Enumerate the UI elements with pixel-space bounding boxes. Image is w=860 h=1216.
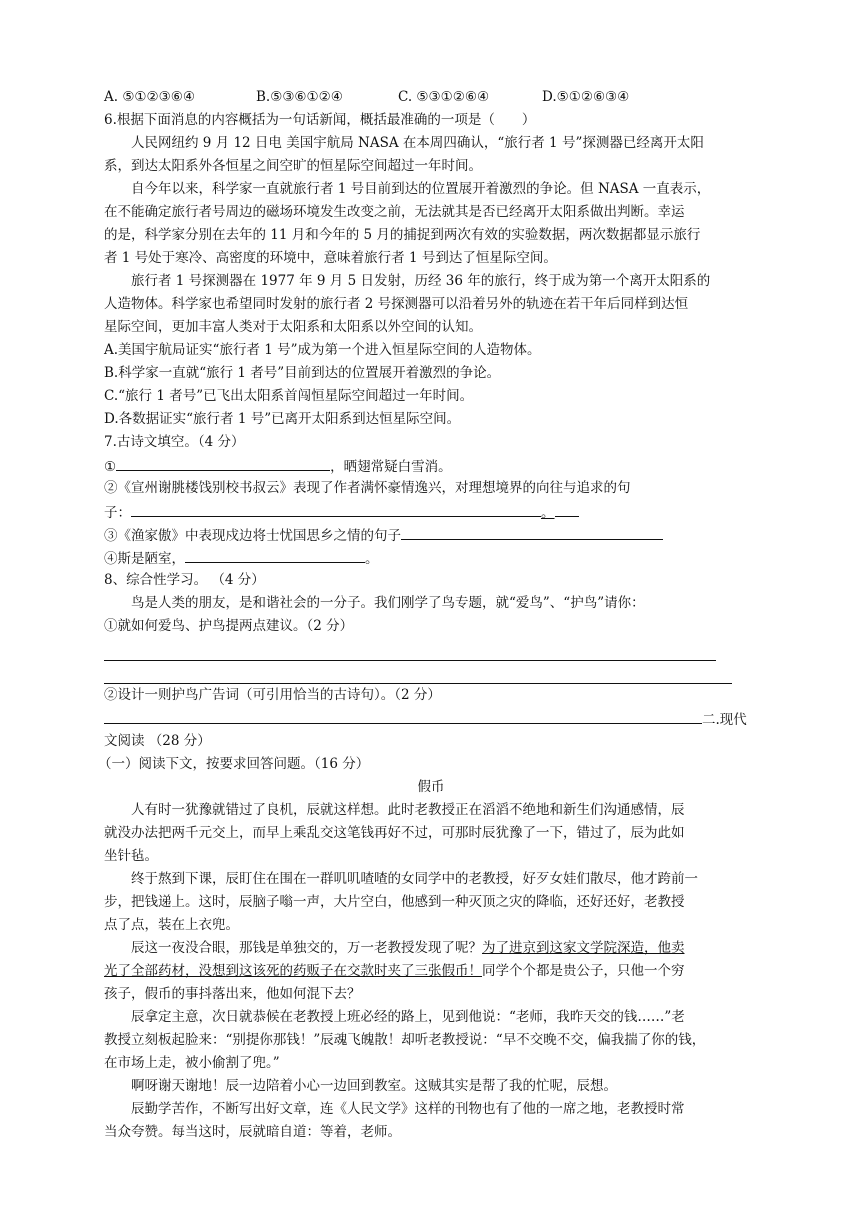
q6-para1-line1: 人民网纽约 9 月 12 日电 美国宇航局 NASA 在本周四确认，“旅行者 1 号”探测器已经离开太阳 — [131, 135, 704, 151]
passage-p3-underlined: 为了进京到这家文学院深造，他卖 — [482, 940, 685, 956]
exam-page — [98, 86, 758, 1144]
q6-para2-line3: 的是，科学家分别在去年的 11 月和今年的 5 月的捕捉到两次有效的实验数据，两次数据都显示旅行 — [104, 227, 701, 243]
q5-option-b: B.⑤③⑥①②④ — [256, 89, 343, 105]
passage-p2-line1: 终于熬到下课，辰盯住在围在一群叽叽喳喳的女同学中的老教授，好歹女娃们散尽，他才跨前一 — [131, 871, 698, 887]
q8-stem: 8、综合性学习。 （4 分） — [104, 572, 265, 588]
passage-p5: 啊呀谢天谢地！辰一边陪着小心一边回到教室。这贼其实是帮了我的忙呢，辰想。 — [131, 1078, 617, 1094]
q8-intro: 鸟是人类的朋友，是和谐社会的一分子。我们刚学了鸟专题，就“爱鸟”、“护鸟”请你： — [131, 595, 645, 611]
passage-p4-line2: 教授立刻板起脸来：“别提你那钱！”辰魂飞魄散！却听老教授说：“早不交晚不交，偏我揣了你的钱， — [104, 1032, 706, 1048]
passage-p4-line3: 在市场上走，被小偷割了兜。” — [104, 1055, 280, 1071]
passage-p3-text-cont: 同学个个都是贵公子，只他一个穷 — [482, 963, 685, 979]
q7-item3-text: ③《渔家傲》中表现戍边将士忧国思乡之情的句子 — [104, 528, 401, 544]
q7-item1-blank[interactable] — [116, 454, 330, 471]
q5-options — [104, 86, 758, 109]
q6-para2-line4: 者 1 号处于寒冷、高密度的环境中，意味着旅行者 1 号到达了恒星际空间。 — [104, 250, 557, 266]
q7-item3-blank[interactable] — [401, 523, 663, 540]
q7-stem: 7.古诗文填空。（4 分） — [104, 434, 245, 450]
q6-para2-line2: 在不能确定旅行者号周边的磁场环境发生改变之前，无法就其是否已经离开太阳系做出判断。幸运 — [104, 204, 685, 220]
passage-p4-line1: 辰拿定主意，次日就恭候在老教授上班必经的路上，见到他说：“老师，我昨天交的钱……”老 — [131, 1009, 685, 1025]
passage-p3-underlined-cont: 光了全部药材，没想到这该死的药贩子在交款时夹了三张假币！ — [104, 963, 482, 979]
q6-option-d: D.各数据证实“旅行者 1 号”已离开太阳系到达恒星际空间。 — [104, 411, 461, 427]
q7-item1-mark: ① — [104, 459, 117, 475]
passage-p6-line2: 当众夸赞。每当这时，辰就暗自道：等着，老师。 — [104, 1124, 401, 1140]
passage-p3-line2 — [104, 960, 758, 983]
q6-para3-line2: 人造物体。科学家也希望同时发射的旅行者 2 号探测器可以沿着另外的轨迹在若干年后同样到达恒 — [104, 296, 689, 312]
q7-item4-prefix: ④斯是陋室， — [104, 551, 185, 567]
q7-item1 — [104, 454, 758, 477]
section-two-heading-cont: 文阅读 （28 分） — [104, 733, 211, 749]
q8-sub1: ①就如何爱鸟、护鸟提两点建议。（2 分） — [104, 618, 354, 634]
passage-title: 假币 — [417, 779, 445, 795]
q8-answer-line-2[interactable] — [104, 661, 732, 684]
q7-item2-blank-end — [555, 500, 579, 517]
passage-p3-line3: 孩子，假币的事抖落出来，他如何混下去？ — [104, 986, 361, 1002]
passage-p6-line1: 辰勤学苦作，不断写出好文章，连《人民文学》这样的刊物也有了他的一席之地，老教授时常 — [131, 1101, 685, 1117]
q6-option-c: C.“旅行 1 者号”已飞出太阳系首闯恒星际空间超过一年时间。 — [104, 388, 474, 404]
q6-para3-line3: 星际空间，更加丰富人类对于太阳系和太阳系以外空间的认知。 — [104, 319, 482, 335]
q7-item2-prefix: 子： — [104, 505, 131, 521]
q6-stem: 6.根据下面消息的内容概括为一句话新闻，概括最准确的一项是（ ） — [104, 112, 536, 128]
section-two-heading: 二.现代 — [702, 712, 747, 728]
q5-option-c: C. ⑤③①②⑥④ — [398, 89, 490, 105]
q8-sub2: ②设计一则护鸟广告词（可引用恰当的古诗句）。（2 分） — [104, 687, 441, 703]
q7-item2-line1: ②《宣州谢朓楼饯别校书叔云》表现了作者满怀豪情逸兴，对理想境界的向往与追求的句 — [104, 480, 631, 496]
passage-p1-line2: 就没办法把两千元交上，而早上乘乱交这笔钱再好不过，可那时辰犹豫了一下，错过了，辰为此如 — [104, 825, 685, 841]
q8-answer-line-3 — [104, 707, 758, 730]
passage-p3-line1 — [104, 937, 758, 960]
passage-p2-line2: 步，把钱递上。这时，辰脑子嗡一声，大片空白，他感到一种灭顶之灾的降临，还好还好，老教授 — [104, 894, 685, 910]
q7-item4-blank[interactable] — [185, 546, 365, 563]
q8-answer-rule-3[interactable] — [104, 707, 702, 724]
q7-item2-blank[interactable] — [131, 500, 541, 517]
q7-item3 — [104, 523, 758, 546]
passage-p1-line3: 坐针毡。 — [104, 848, 158, 864]
q7-item4-tail: 。 — [365, 551, 379, 567]
passage-p3-text: 辰这一夜没合眼，那钱是单独交的，万一老教授发现了呢？ — [131, 940, 482, 956]
q7-item1-tail: ，晒翅常疑白雪消。 — [330, 459, 452, 475]
q6-para1-line2: 系，到达太阳系外各恒星之间空旷的恒星际空间超过一年时间。 — [104, 158, 482, 174]
q7-item2-tail: 。 — [541, 505, 555, 521]
q6-option-a: A.美国宇航局证实“旅行者 1 号”成为第一个进入恒星际空间的人造物体。 — [104, 342, 541, 358]
q6-option-b: B.科学家一直就“旅行 1 者号”目前到达的位置展开着激烈的争论。 — [104, 365, 501, 381]
q6-para2-line1: 自今年以来，科学家一直就旅行者 1 号目前到达的位置展开着激烈的争论。但 NASA 一直表示， — [131, 181, 711, 197]
q6-para3-line1: 旅行者 1 号探测器在 1977 年 9 月 5 日发射，历经 36 年的旅行，终于成为第一个离开太阳系的 — [131, 273, 711, 289]
q5-option-d: D.⑤①②⑥③④ — [542, 89, 630, 105]
q7-item2-line2 — [104, 500, 758, 523]
passage-p1-line1: 人有时一犹豫就错过了良机，辰就这样想。此时老教授正在滔滔不绝地和新生们沟通感情，辰 — [131, 802, 685, 818]
q8-answer-line-1[interactable] — [104, 638, 716, 661]
q7-item4 — [104, 546, 758, 569]
q5-option-a: A. ⑤①②③⑥④ — [104, 89, 195, 105]
reading-part-label: （一）阅读下文，按要求回答问题。（16 分） — [98, 756, 370, 772]
passage-p2-line3: 点了点，装在上衣兜。 — [104, 917, 239, 933]
